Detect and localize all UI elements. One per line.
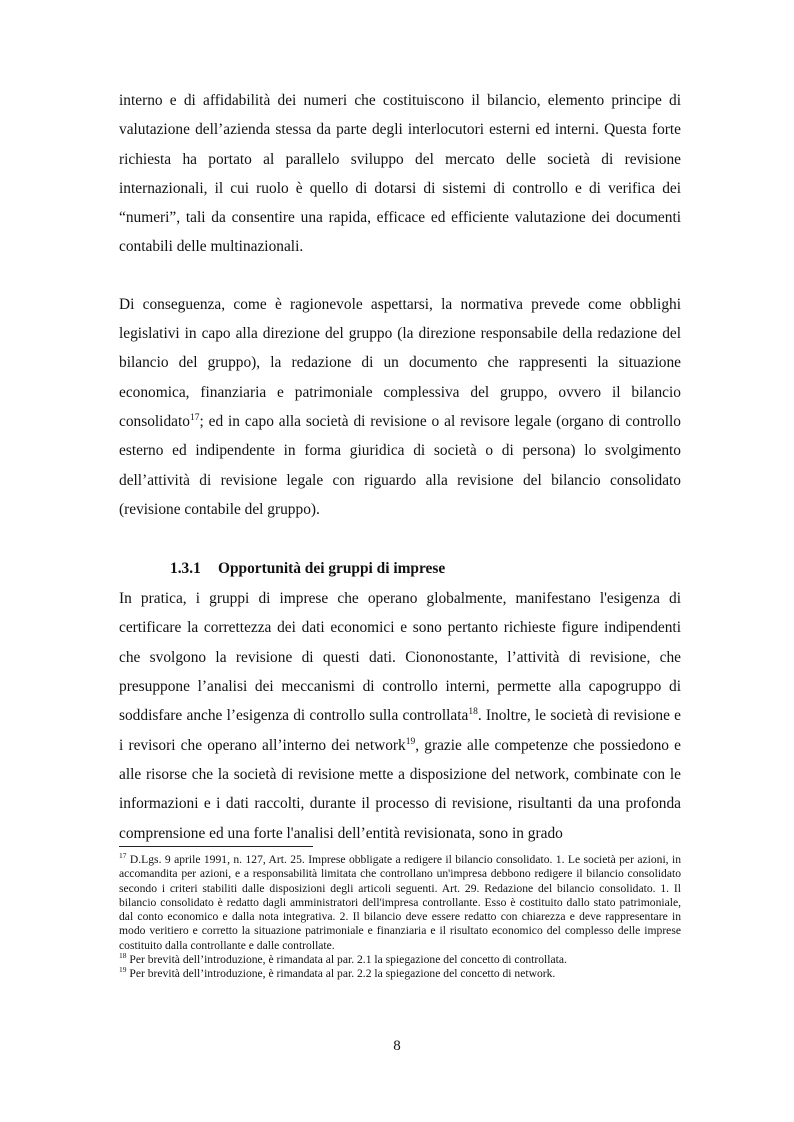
- footnote-marker: 18: [119, 951, 127, 961]
- paragraph-1: [119, 86, 681, 262]
- paragraph-3-text-c: , grazie alle competenze che possiedono e alle risorse che la società di revisione mette a disposizione del network, combinate con le informazioni e i dati raccolti, durante il processo di revisione, risultanti da una profonda comprensione ed una forte l'analisi dell’entità revisionata, sono in grado: [119, 736, 681, 842]
- paragraph-2: [119, 290, 681, 524]
- paragraph-3: [119, 584, 681, 848]
- footnote-text: Per brevità dell’introduzione, è rimandata al par. 2.2 la spiegazione del concetto di network.: [126, 967, 556, 981]
- paragraph-3-text-a: In pratica, i gruppi di imprese che operano globalmente, manifestano l'esigenza di certificare la correttezza dei dati economici e sono pertanto richieste figure indipendenti che svolgono la revisione di questi dati. Ciononostante, l’attività di revisione, che presuppone l’analisi dei meccanismi di controllo interni, permette alla capogruppo di soddisfare anche l’esigenza di controllo sulla controllata: [119, 590, 681, 725]
- section-title: Opportunità dei gruppi di imprese: [218, 560, 446, 578]
- section-heading: [119, 558, 681, 580]
- footnote-18: [119, 953, 681, 967]
- footnote-19: [119, 967, 681, 981]
- footnote-text: Per brevità dell’introduzione, è rimandata al par. 2.1 la spiegazione del concetto di controllata.: [126, 953, 567, 967]
- paragraph-2-text-b: ; ed in capo alla società di revisione o al revisore legale (organo di controllo esterno ed indipendente in forma giuridica di società o di persona) lo svolgimento dell’attività di revisione legale con riguardo alla revisione del bilancio consolidato (revisione contabile del gruppo).: [119, 412, 681, 518]
- footnote-ref-17[interactable]: 17: [189, 412, 200, 423]
- footnotes: [119, 853, 681, 982]
- footnote-marker: 19: [119, 965, 127, 975]
- page-body: [119, 86, 681, 848]
- paragraph-3-text-b: . Inoltre, le società di revisione e i revisori che operano all’interno dei network: [119, 707, 681, 754]
- paragraph-1-text: interno e di affidabilità dei numeri che costituiscono il bilancio, elemento principe di valutazione dell’azienda stessa da parte degli interlocutori esterni ed interni. Questa forte richiesta ha portato al parallelo sviluppo del mercato delle società di revisione internazionali, il cui ruolo è quello di dotarsi di sistemi di controllo e di verifica dei “numeri”, tali da consentire una rapida, efficace ed efficiente valutazione dei documenti contabili delle multinazionali.: [119, 92, 681, 256]
- footnote-ref-18[interactable]: 18: [468, 707, 478, 718]
- section-number: 1.3.1: [170, 560, 201, 578]
- page-number: 8: [393, 1038, 401, 1054]
- footnote-17: [119, 853, 681, 953]
- footnote-separator: [119, 846, 313, 847]
- footnote-marker: 17: [119, 851, 127, 861]
- footnote-text: D.Lgs. 9 aprile 1991, n. 127, Art. 25. Imprese obbligate a redigere il bilancio consolidato. 1. Le società per azioni, in accomandita per azioni, e a responsabilità limitata che controllano un'impresa debbono redigere il bilancio consolidato secondo i criteri stabiliti dalle disposizioni degli articoli seguenti. Art. 29. Redazione del bilancio consolidato. 1. Il bilancio consolidato è redatto dagli amministratori dell'impresa controllante. Esso è costituito dallo stato patrimoniale, dal conto economico e dalla nota integrativa. 2. Il bilancio deve essere redatto con chiarezza e deve rappresentare in modo veritiero e corretto la situazione patrimoniale e finanziaria e il risultato economico del complesso delle imprese costituito dalla controllante e dalle controllate.: [119, 853, 681, 952]
- paragraph-2-text-a: Di conseguenza, come è ragionevole aspettarsi, la normativa prevede come obblighi legislativi in capo alla direzione del gruppo (la direzione responsabile della redazione del bilancio del gruppo), la redazione di un documento che rappresenti la situazione economica, finanziaria e patrimoniale complessiva del gruppo, ovvero il bilancio consolidato: [119, 295, 681, 430]
- footnote-ref-19[interactable]: 19: [405, 736, 416, 747]
